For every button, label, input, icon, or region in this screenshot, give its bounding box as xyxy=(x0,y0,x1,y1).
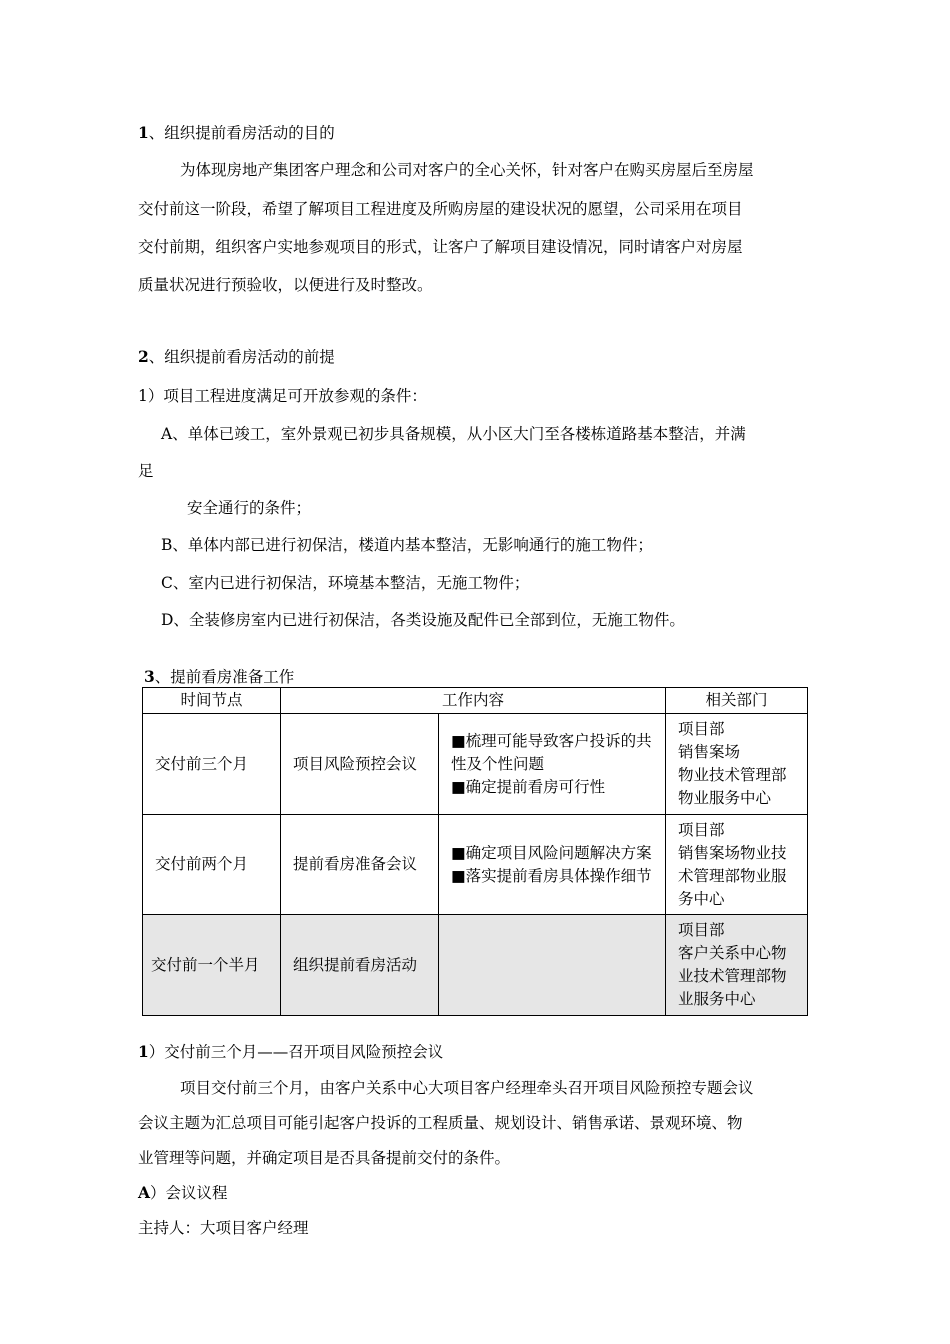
section4-para-line-1: 项目交付前三个月，由客户关系中心大项目客户经理牵头召开项目风险预控专题会议 xyxy=(180,1079,754,1097)
cell-time: 交付前两个月 xyxy=(143,815,281,915)
dept-item: 客户关系中心物业技术管理部物业服务中心 xyxy=(678,944,787,1008)
section1-heading: 1、组织提前看房活动的目的 xyxy=(138,123,335,142)
cell-task: 组织提前看房活动 xyxy=(281,915,439,1016)
cell-time: 交付前一个半月 xyxy=(143,915,281,1016)
section2-item-c: C、室内已进行初保洁，环境基本整洁，无施工物件； xyxy=(161,574,530,592)
header-dept: 相关部门 xyxy=(666,688,808,714)
header-content: 工作内容 xyxy=(281,688,666,714)
section2-item-a-line1: A、单体已竣工，室外景观已初步具备规模，从小区大门至各楼栋道路基本整洁，并满 xyxy=(161,425,746,443)
section1-para-line-2: 交付前这一阶段，希望了解项目工程进度及所购房屋的建设状况的愿望，公司采用在项目 xyxy=(138,200,743,218)
section1-para-line-3: 交付前期，组织客户实地参观项目的形式，让客户了解项目建设情况，同时请客户对房屋 xyxy=(138,238,743,256)
section2-item-d: D、全装修房室内已进行初保洁，各类设施及配件已全部到位，无施工物件。 xyxy=(161,611,685,629)
section2-sub1: 1）项目工程进度满足可开放参观的条件： xyxy=(138,387,427,405)
section3-heading: 3、提前看房准备工作 xyxy=(144,667,295,686)
cell-dept xyxy=(666,815,808,915)
cell-time: 交付前三个月 xyxy=(143,714,281,815)
section4-para-line-3: 业管理等问题，并确定项目是否具备提前交付的条件。 xyxy=(138,1149,511,1167)
cell-dept xyxy=(666,915,808,1016)
cell-detail xyxy=(439,915,666,1016)
dept-item: 项目部 xyxy=(678,921,725,939)
header-time: 时间节点 xyxy=(143,688,281,714)
dept-item: 项目部 xyxy=(678,820,725,839)
cell-task: 提前看房准备会议 xyxy=(281,815,439,915)
table-row xyxy=(143,815,808,915)
cell-detail xyxy=(439,714,666,815)
detail-item: ■确定提前看房可行性 xyxy=(451,777,606,796)
preparation-table xyxy=(142,687,808,1016)
cell-task: 项目风险预控会议 xyxy=(281,714,439,815)
section2-item-a-line2: 足 xyxy=(138,462,154,480)
table-header-row xyxy=(143,688,808,714)
detail-item: ■梳理可能导致客户投诉的共性及个性问题 xyxy=(451,731,652,773)
dept-item: 销售案场 xyxy=(678,743,741,761)
cell-dept xyxy=(666,714,808,815)
section4-agenda: A）会议议程 xyxy=(138,1183,228,1202)
section1-para-line-4: 质量状况进行预验收，以便进行及时整改。 xyxy=(138,276,433,294)
dept-item: 销售案场物业技术管理部物业服务中心 xyxy=(678,843,787,908)
dept-item: 项目部 xyxy=(678,720,725,738)
dept-item: 物业服务中心 xyxy=(678,789,772,807)
section4-para-line-2: 会议主题为汇总项目可能引起客户投诉的工程质量、规划设计、销售承诺、景观环境、物 xyxy=(138,1114,743,1132)
table-row xyxy=(143,714,808,815)
section2-item-a-line3: 安全通行的条件； xyxy=(187,499,312,517)
section4-host: 主持人：大项目客户经理 xyxy=(138,1219,309,1237)
section4-heading: 1）交付前三个月——召开项目风险预控会议 xyxy=(138,1042,444,1061)
cell-detail xyxy=(439,815,666,915)
section2-heading: 2、组织提前看房活动的前提 xyxy=(138,347,335,366)
table-row xyxy=(143,915,808,1016)
detail-item: ■落实提前看房具体操作细节 xyxy=(451,866,652,885)
section1-para-line-1: 为体现房地产集团客户理念和公司对客户的全心关怀，针对客户在购买房屋后至房屋 xyxy=(180,161,754,179)
detail-item: ■确定项目风险问题解决方案 xyxy=(451,843,652,862)
section2-item-b: B、单体内部已进行初保洁，楼道内基本整洁，无影响通行的施工物件； xyxy=(161,536,653,554)
dept-item: 物业技术管理部 xyxy=(678,766,787,784)
